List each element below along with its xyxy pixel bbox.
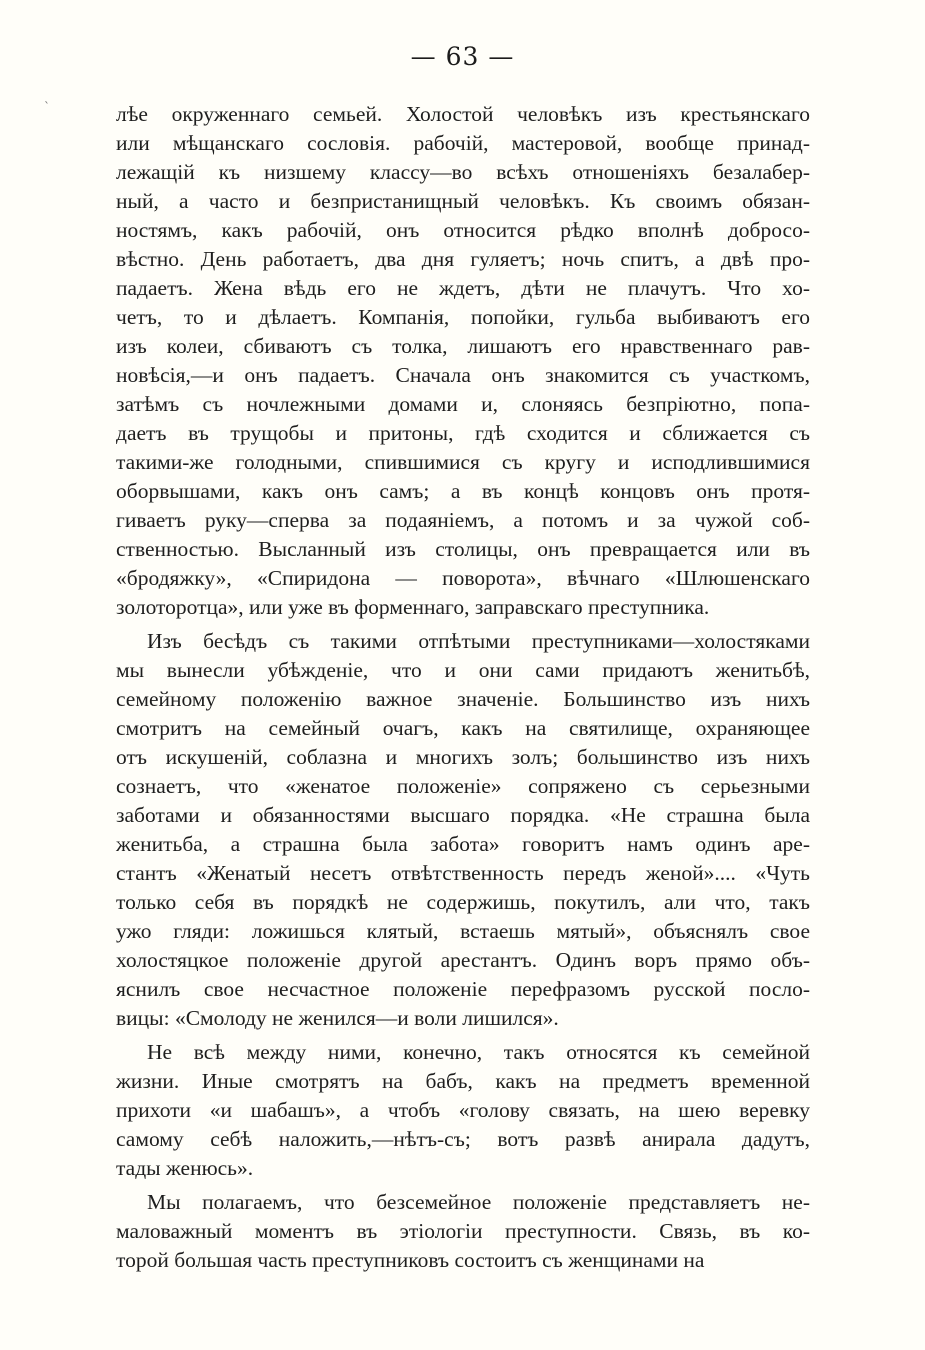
text-line: затѣмъ съ ночлежными домами и, слоняясь безпріютно, попа-: [116, 392, 810, 416]
paragraph: [116, 100, 810, 622]
text-line: прихоти «и шабашъ», а чтобъ «голову связать, на шею веревку: [116, 1098, 810, 1122]
text-line: самому себѣ наложить,—нѣтъ-съ; вотъ развѣ анирала дадутъ,: [116, 1127, 810, 1151]
text-line: Изъ бесѣдъ съ такими отпѣтыми преступниками—холостяками: [147, 629, 810, 653]
text-line: «бродяжку», «Спиридона — поворота», вѣчнаго «Шлюшенскаго: [116, 566, 810, 590]
text-line: жизни. Иные смотрятъ на бабъ, какъ на предметъ временной: [116, 1069, 810, 1093]
text-line: падаетъ. Жена вѣдь его не ждетъ, дѣти не плачутъ. Что хо-: [116, 276, 810, 300]
text-line: только себя въ порядкѣ не содержишь, покутилъ, али что, такъ: [116, 890, 810, 914]
text-line: лежащій къ низшему классу—во всѣхъ отношеніяхъ безалабер-: [116, 160, 810, 184]
margin-mark: ˋ: [44, 100, 50, 114]
text-line: заботами и обязанностями высшаго порядка. «Не страшна была: [116, 803, 810, 827]
text-line: ственностью. Высланный изъ столицы, онъ превращается или въ: [116, 537, 810, 561]
text-line: семейному положенію важное значеніе. Большинство изъ нихъ: [116, 687, 810, 711]
text-line: оборвышами, какъ онъ самъ; а въ концѣ концовъ онъ протя-: [116, 479, 810, 503]
text-line: ужо гляди: ложишься клятый, встаешь мятый», объяснялъ свое: [116, 919, 810, 943]
text-line: маловажный моментъ въ этіологіи преступности. Связь, въ ко-: [116, 1219, 810, 1243]
text-line: вѣстно. День работаетъ, два дня гуляетъ; ночь спитъ, а двѣ про-: [116, 247, 810, 271]
text-line: сознаетъ, что «женатое положеніе» сопряжено съ серьезными: [116, 774, 810, 798]
text-line: тады женюсь».: [116, 1156, 254, 1180]
text-line: стантъ «Женатый несетъ отвѣтственность передъ женой».... «Чуть: [116, 861, 810, 885]
text-line: такими-же голодными, спившимися съ кругу и исподлившимися: [116, 450, 810, 474]
text-line: даетъ въ трущобы и притоны, гдѣ сходится и сближается съ: [116, 421, 810, 445]
page-number: — 63 —: [410, 42, 515, 71]
text-line: ностямъ, какъ рабочій, онъ относится рѣдко вполнѣ добросо-: [116, 218, 810, 242]
text-line: яснилъ свое несчастное положеніе перефразомъ русской посло-: [116, 977, 810, 1001]
text-line: изъ колеи, сбиваютъ съ толка, лишаютъ его нравственнаго рав-: [116, 334, 810, 358]
paragraph: [116, 627, 810, 1033]
text-line: Не всѣ между ними, конечно, такъ относятся къ семейной: [147, 1040, 810, 1064]
text-line: вицы: «Смолоду не женился—и воли лишился».: [116, 1006, 559, 1030]
text-line: Мы полагаемъ, что безсемейное положеніе представляетъ не-: [147, 1190, 810, 1214]
text-line: новѣсія,—и онъ падаетъ. Сначала онъ знакомится съ участкомъ,: [116, 363, 810, 387]
body-text: [116, 100, 810, 1275]
paragraph: [116, 1038, 810, 1183]
text-line: гиваетъ руку—сперва за подаяніемъ, а потомъ и за чужой соб-: [116, 508, 810, 532]
text-line: торой большая часть преступниковъ состоитъ съ женщинами на: [116, 1248, 705, 1272]
text-line: холостяцкое положеніе другой арестантъ. Одинъ воръ прямо объ-: [116, 948, 810, 972]
text-line: мы вынесли убѣжденіе, что и они сами придаютъ женитьбѣ,: [116, 658, 810, 682]
text-line: или мѣщанскаго сословія. рабочій, мастеровой, вообще принад-: [116, 131, 810, 155]
text-line: ный, а часто и безпристанищный человѣкъ. Къ своимъ обязан-: [116, 189, 810, 213]
text-line: золоторотца», или уже въ форменнаго, заправскаго преступника.: [116, 595, 710, 619]
text-line: лѣе окруженнаго семьей. Холостой человѣкъ изъ крестьянскаго: [116, 102, 810, 126]
text-line: отъ искушеній, соблазна и многихъ золъ; большинство изъ нихъ: [116, 745, 810, 769]
text-line: смотритъ на семейный очагъ, какъ на святилище, охраняющее: [116, 716, 810, 740]
paragraph: [116, 1188, 810, 1275]
text-line: женитьба, а страшна была забота» говоритъ намъ одинъ аре-: [116, 832, 810, 856]
text-line: четъ, то и дѣлаетъ. Компанія, попойки, гульба выбиваютъ его: [116, 305, 810, 329]
